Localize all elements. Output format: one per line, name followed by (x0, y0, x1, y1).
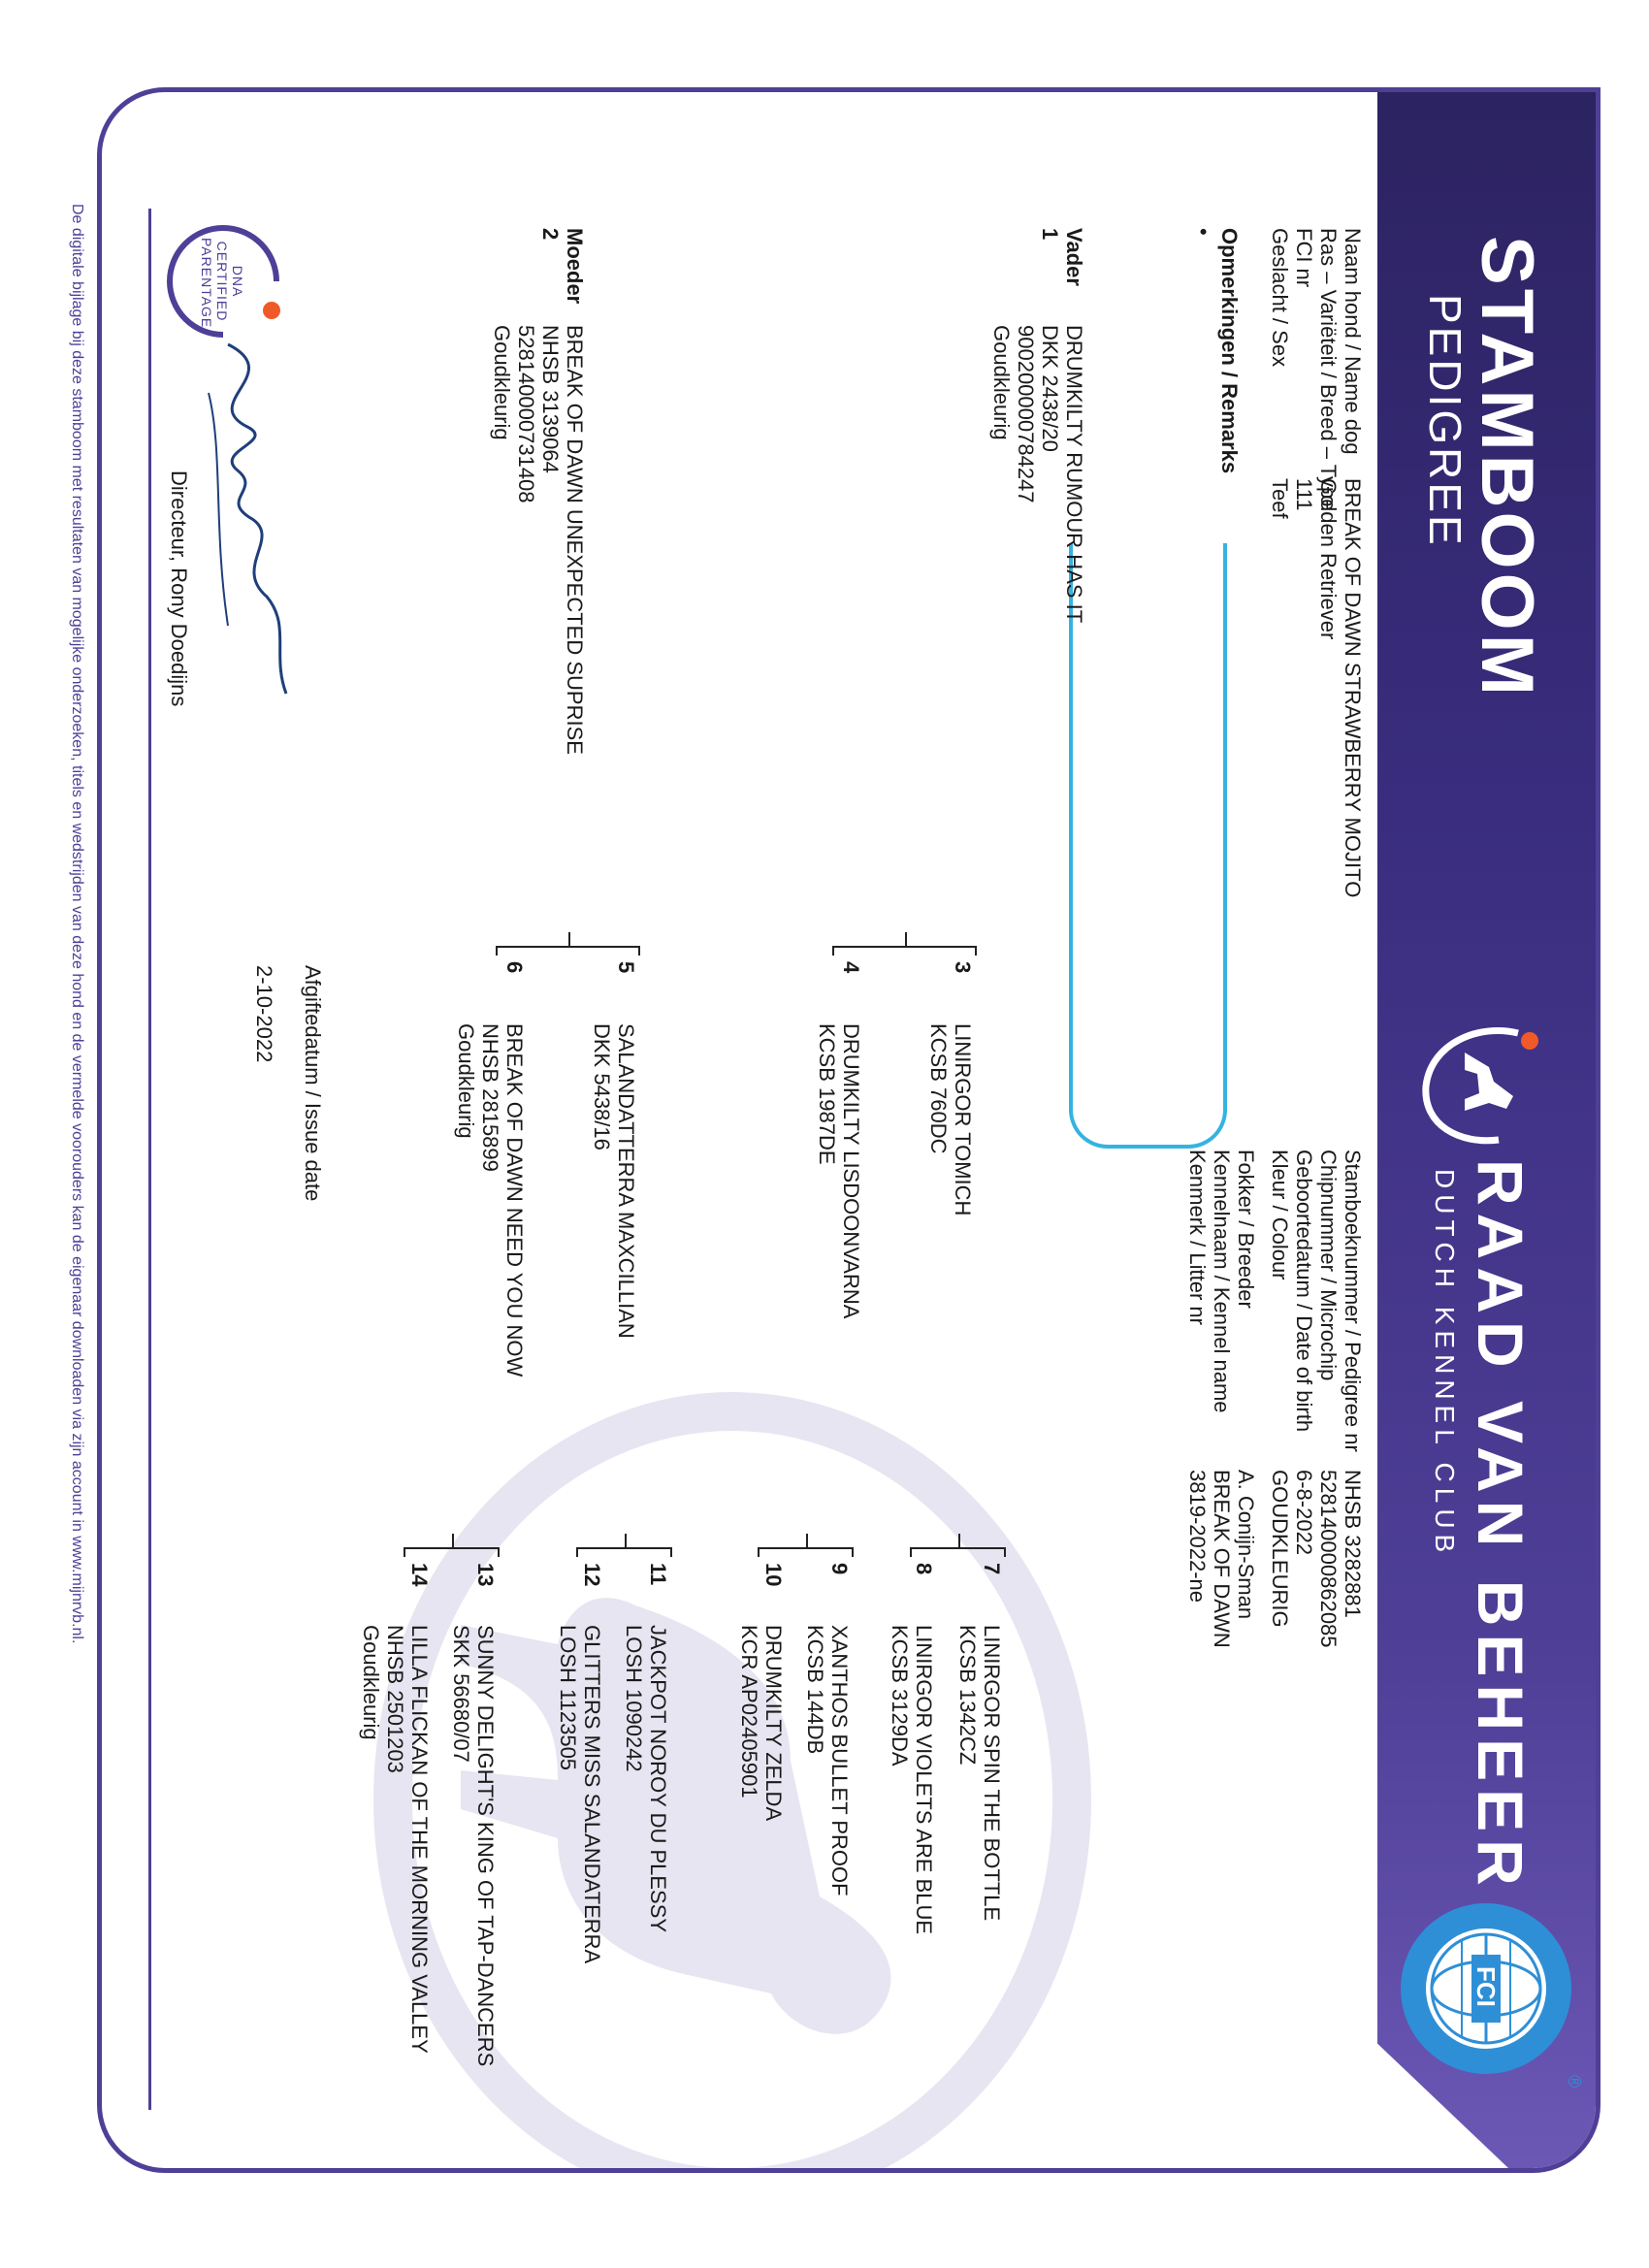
label-date-of-birth: Geboortedatum / Date of birth (1292, 1150, 1316, 1433)
bracket-3-4 (832, 946, 977, 956)
registered-mark: ® (1565, 2075, 1584, 2089)
label-kennel-name: Kennelnaam / Kennel name (1210, 1150, 1234, 1413)
ancestor-6-name: BREAK OF DAWN NEED YOU NOW (502, 1023, 527, 1377)
value-name-dog: BREAK OF DAWN STRAWBERRY MOJITO (1341, 478, 1365, 898)
ancestor-3-name: LINIRGOR TOMICH (951, 1023, 975, 1216)
ancestor-12-name: GLITTERS MISS SALANDATERRA (580, 1625, 604, 1964)
ancestor-14-registration: NHSB 2501203 (383, 1625, 407, 1773)
rvb-logo-icon (1411, 1014, 1557, 1150)
director-name: Directeur, Rony Doedijns (167, 470, 191, 707)
ancestor-4-number: 4 (839, 961, 863, 974)
certificate-frame (97, 87, 1600, 2173)
ancestor-9-number: 9 (827, 1563, 852, 1575)
ancestor-12-registration: LOSH 1123505 (556, 1625, 580, 1771)
sire-number: 1 (1038, 228, 1062, 241)
ancestor-12 (556, 1625, 604, 1963)
value-breed: Golden Retriever (1316, 478, 1341, 640)
ancestor-11-registration: LOSH 1090242 (622, 1625, 646, 1772)
ancestor-9 (803, 1625, 852, 1896)
label-breeder: Fokker / Breeder (1234, 1150, 1258, 1309)
value-kennel-name: BREAK OF DAWN (1210, 1470, 1234, 1648)
ancestor-13 (449, 1625, 498, 2066)
value-litter-nr: 3819-2022-ne (1185, 1470, 1210, 1604)
ancestor-10-name: DRUMKILTY ZELDA (761, 1625, 786, 1822)
ancestor-8-registration: KCSB 3129DA (888, 1625, 912, 1766)
ancestor-13-name: SUNNY DELIGHT'S KING OF TAP-DANCERS (473, 1625, 498, 2067)
bracket-11-12-tick (625, 1534, 627, 1547)
bracket-13-14-tick (452, 1534, 454, 1547)
dam-microchip: 528140000731408 (514, 325, 538, 503)
ancestor-14-name: LILLA FLICKAN OF THE MORNING VALLEY (407, 1625, 432, 2054)
fci-logo (1394, 1896, 1584, 2089)
dna-badge-text (199, 238, 245, 329)
ancestor-6-colour: Goudkleurig (454, 1023, 478, 1139)
label-microchip: Chipnummer / Microchip (1316, 1150, 1341, 1381)
registration-values (1268, 1470, 1365, 1648)
dam-registration: NHSB 3139064 (538, 325, 563, 473)
label-pedigree-nr: Stamboeknummer / Pedigree nr (1341, 1150, 1365, 1452)
ancestor-7-registration: KCSB 1342CZ (955, 1625, 980, 1766)
ancestor-9-registration: KCSB 144DB (803, 1625, 827, 1755)
footer-note: De digitale bijlage bij deze stamboom met resultaten van mogelijke onderzoeken, titels en wedstrijden van deze hond en de vermelde voorouders kan de eigenaar downloaden via zijn account in www.mijnrvb.nl. (69, 204, 85, 1644)
sire-colour: Goudkleurig (989, 325, 1014, 440)
ancestor-7 (955, 1625, 1004, 1921)
remarks-label: Opmerkingen / Remarks (1217, 228, 1242, 474)
dam-name: BREAK OF DAWN UNEXPECTED SUPRISE (563, 325, 587, 755)
ancestor-3-number: 3 (951, 961, 975, 974)
bracket-9-10 (758, 1547, 854, 1557)
ancestor-3-registration: KCSB 760DC (926, 1023, 951, 1154)
ancestor-5 (590, 1023, 638, 1339)
document-subtitle: PEDIGREE (1420, 294, 1471, 548)
ancestor-6-registration: NHSB 2815899 (478, 1023, 502, 1172)
dna-badge-line-1: DNA (230, 265, 245, 298)
value-microchip: 528140000862085 (1316, 1470, 1341, 1648)
ancestor-10 (737, 1625, 786, 1821)
signature-icon (189, 335, 306, 703)
dna-badge-line-2: CERTIFIED (214, 241, 230, 322)
sire-label: Vader (1062, 228, 1086, 286)
sire-registration: DKK 2438/20 (1038, 325, 1062, 452)
dam-details (490, 325, 587, 755)
organization-name: RAAD VAN BEHEER (1465, 1159, 1536, 1894)
dam-label: Moeder (563, 228, 587, 305)
value-pedigree-nr: NHSB 3282881 (1341, 1470, 1365, 1618)
ancestor-13-number: 13 (473, 1563, 498, 1587)
ancestor-10-number: 10 (761, 1563, 786, 1587)
ancestor-6-number: 6 (502, 961, 527, 974)
ancestor-4-name: DRUMKILTY LISDOONVARNA (839, 1023, 863, 1319)
ancestor-6 (454, 1023, 527, 1377)
value-sex: Teef (1268, 478, 1292, 519)
issue-date-value: 2-10-2022 (252, 965, 276, 1063)
breeder-values (1185, 1470, 1258, 1648)
ancestor-4 (815, 1023, 863, 1318)
bottom-rule (148, 209, 151, 2110)
ancestor-8-name: LINIRGOR VIOLETS ARE BLUE (912, 1625, 936, 1935)
ancestor-14-colour: Goudkleurig (359, 1625, 383, 1740)
label-sex: Geslacht / Sex (1268, 228, 1292, 368)
value-fci-nr: 111 (1292, 478, 1316, 511)
dam-colour: Goudkleurig (490, 325, 514, 440)
organization-subtitle: DUTCH KENNEL CLUB (1430, 1169, 1460, 1559)
label-breed: Ras – Variëteit / Breed – Type (1316, 228, 1341, 511)
remarks-bullet: • (1191, 228, 1215, 236)
value-breeder: A. Conijn-Sman (1234, 1470, 1258, 1620)
ancestor-14-number: 14 (407, 1563, 432, 1587)
ancestor-7-number: 7 (980, 1563, 1004, 1575)
bracket-5-6-tick (568, 932, 570, 946)
breeder-labels (1185, 1150, 1258, 1413)
label-colour: Kleur / Colour (1268, 1150, 1292, 1280)
dog-field-values (1268, 478, 1365, 897)
bracket-7-8 (910, 1547, 1006, 1557)
ancestor-4-registration: KCSB 1987DE (815, 1023, 839, 1165)
ancestor-10-registration: KCR AP02405901 (737, 1625, 761, 1798)
dna-certified-badge (150, 209, 296, 354)
ancestor-3 (926, 1023, 975, 1215)
label-fci-nr: FCI nr (1292, 228, 1316, 288)
ancestor-8 (888, 1625, 936, 1934)
document-title: STAMBOOM (1466, 236, 1548, 700)
sire-name: DRUMKILTY RUMOUR HAS IT (1062, 325, 1086, 624)
bracket-11-12 (576, 1547, 672, 1557)
ancestor-5-registration: DKK 5438/16 (590, 1023, 614, 1150)
ancestor-8-number: 8 (912, 1563, 936, 1575)
bracket-5-6 (496, 946, 640, 956)
ancestor-11-name: JACKPOT NOROY DU PLESSY (646, 1625, 670, 1933)
ancestor-11-number: 11 (646, 1563, 670, 1586)
ancestor-13-registration: SKK 56680/07 (449, 1625, 473, 1763)
bracket-13-14 (404, 1547, 500, 1557)
label-name-dog: Naam hond / Name dog (1341, 228, 1365, 455)
value-colour: GOUDKLEURIG (1268, 1470, 1292, 1628)
label-litter-nr: Kenmerk / Litter nr (1185, 1150, 1210, 1325)
fci-logo-mark: FCI (1471, 1966, 1501, 2007)
ancestor-9-name: XANTHOS BULLET PROOF (827, 1625, 852, 1896)
ancestor-12-number: 12 (580, 1563, 604, 1587)
ancestor-7-name: LINIRGOR SPIN THE BOTTLE (980, 1625, 1004, 1922)
dna-badge-line-3: PARENTAGE (199, 238, 214, 329)
value-date-of-birth: 6-8-2022 (1292, 1470, 1316, 1556)
sire-details (989, 325, 1086, 623)
ancestor-5-number: 5 (614, 961, 638, 974)
bracket-9-10-tick (806, 1534, 808, 1547)
issue-date-label: Afgiftedatum / Issue date (301, 965, 325, 1202)
ancestor-11 (622, 1625, 670, 1932)
remarks-box (1069, 543, 1227, 1149)
ancestor-14 (359, 1625, 432, 2054)
registration-labels (1268, 1150, 1365, 1452)
bracket-3-4-tick (905, 932, 907, 946)
sire-microchip: 900200000784247 (1014, 325, 1038, 503)
bracket-7-8-tick (958, 1534, 960, 1547)
ancestor-5-name: SALANDATTERRA MAXCILLIAN (614, 1023, 638, 1339)
dam-number: 2 (538, 228, 563, 241)
